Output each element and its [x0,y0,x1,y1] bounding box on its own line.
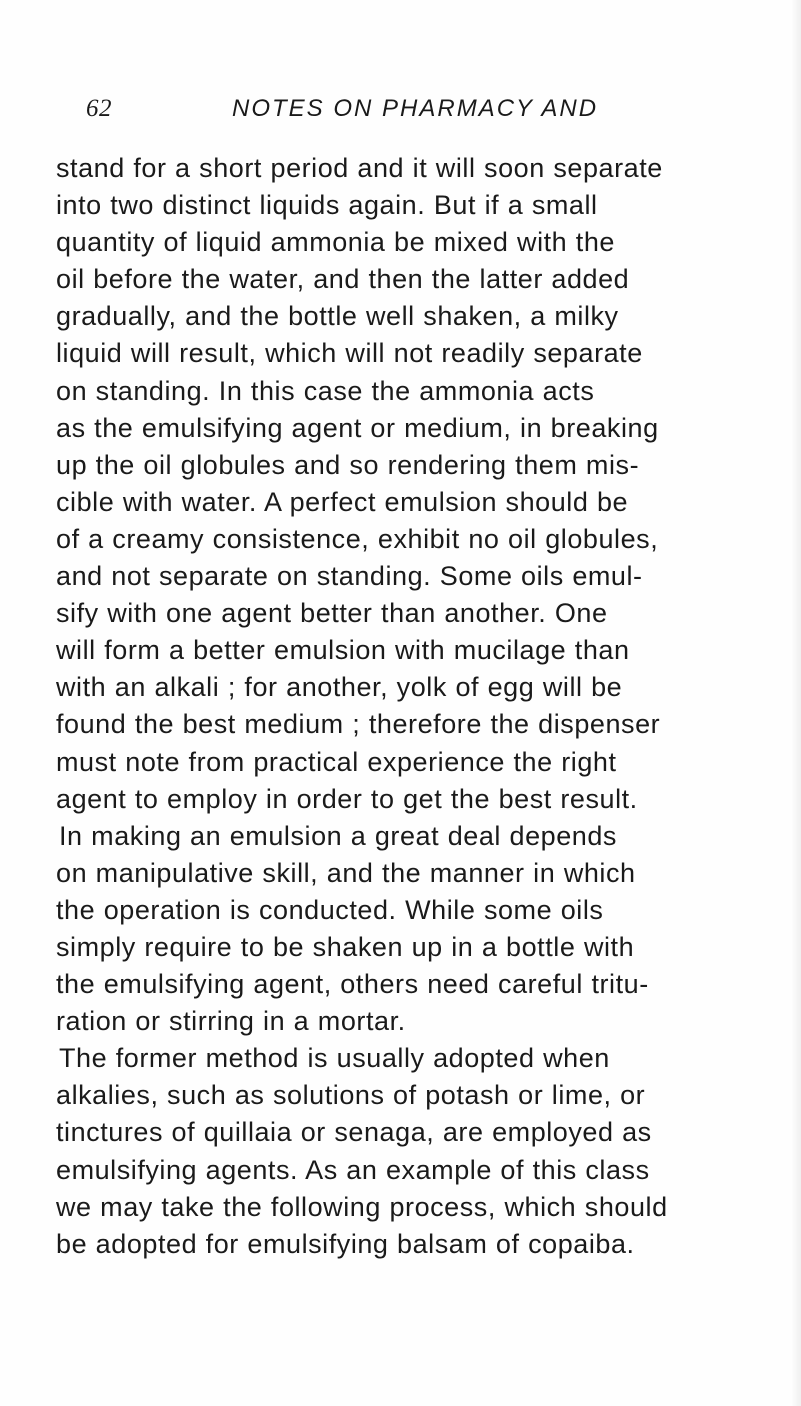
text-line: into two distinct liquids again. But if a small [56,190,598,221]
text-line: be adopted for emulsifying balsam of copaiba. [56,1228,635,1259]
text-line: stand for a short period and it will soon separate [56,153,663,183]
text-line: sify with one agent better than another. One [56,598,608,629]
text-line: will form a better emulsion with mucilage than [56,635,630,666]
text-line: simply require to be shaken up in a bottle with [56,931,635,962]
text-line: on manipulative skill, and the manner in which [56,857,636,888]
text-line: oil before the water, and then the latter added [56,264,630,295]
text-line: up the oil globules and so rendering them mis- [56,449,640,480]
text-line: tinctures of quillaia or senaga, are employed as [56,1117,652,1148]
text-line: on standing. In this case the ammonia acts [56,375,595,406]
text-line: quantity of liquid ammonia be mixed with the [56,227,615,258]
text-line: we may take the following process, which should [56,1191,668,1222]
text-line: liquid will result, which will not readily separate [56,338,643,369]
page-number: 62 [86,95,112,122]
text-line: must note from practical experience the right [56,746,617,777]
page-header [0,92,801,132]
text-line: of a creamy consistence, exhibit no oil globules, [56,523,659,554]
body-text [56,150,798,1263]
text-line: gradually, and the bottle well shaken, a milky [56,301,619,332]
text-line: and not separate on standing. Some oils emul- [56,561,643,592]
paragraph-start-line: The former method is usually adopted when [59,1043,610,1074]
text-line: cible with water. A perfect emulsion should be [56,486,629,517]
text-line: the operation is conducted. While some oils [56,894,604,925]
text-line: the emulsifying agent, others need careful tritu- [56,969,649,1000]
text-line: emulsifying agents. As an example of this class [56,1154,650,1185]
text-line: agent to employ in order to get the best result. [56,783,638,814]
text-line: found the best medium ; therefore the dispenser [56,709,661,740]
text-line: as the emulsifying agent or medium, in breaking [56,412,659,443]
text-line: alkalies, such as solutions of potash or lime, or [56,1080,646,1111]
text-line: ration or stirring in a mortar. [56,1006,406,1037]
paragraph-start-line: In making an emulsion a great deal depends [59,820,617,851]
text-line: with an alkali ; for another, yolk of egg will be [56,672,623,703]
running-title: NOTES ON PHARMACY AND [232,95,599,122]
